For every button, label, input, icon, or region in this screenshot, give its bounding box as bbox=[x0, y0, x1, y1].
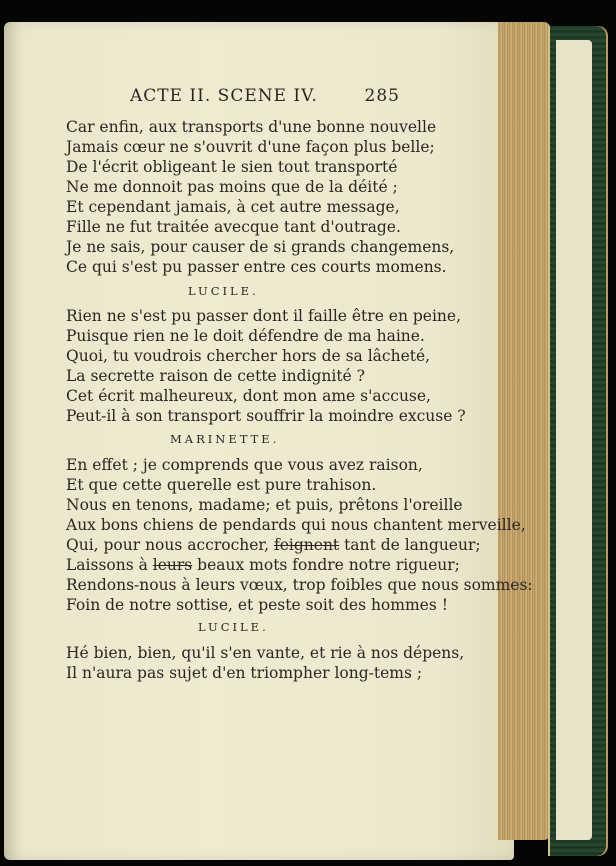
verse-line: Et cependant jamais, à cet autre message, bbox=[66, 198, 400, 216]
page-fore-edge bbox=[498, 22, 550, 840]
verse-line: Car enfin, aux transports d'une bonne nouvelle bbox=[66, 118, 437, 136]
verse-line: Aux bons chiens de pendards qui nous chantent merveille, bbox=[66, 516, 526, 534]
verse-text: Laissons à bbox=[66, 556, 153, 574]
page-number: 285 bbox=[364, 86, 400, 106]
verse-line: Puisque rien ne le doit défendre de ma haine. bbox=[66, 327, 425, 345]
verse-line: De l'écrit obligeant le sien tout transporté bbox=[66, 158, 398, 176]
verse-text: tant de langueur; bbox=[339, 536, 481, 554]
struck-word: feignent bbox=[274, 536, 340, 554]
verse-line: Rendons-nous à leurs vœux, trop foibles que nous sommes: bbox=[66, 576, 533, 594]
verse-line: Nous en tenons, madame; et puis, prêtons l'oreille bbox=[66, 496, 463, 514]
verse-line: Cet écrit malheureux, dont mon ame s'accuse, bbox=[66, 387, 431, 405]
verse-line: Rien ne s'est pu passer dont il faille être en peine, bbox=[66, 307, 462, 325]
verse-line: Et que cette querelle est pure trahison. bbox=[66, 476, 377, 494]
verse-line: Je ne sais, pour causer de si grands changemens, bbox=[66, 238, 455, 256]
verse-line: Il n'aura pas sujet d'en triompher long-tems ; bbox=[66, 664, 423, 682]
struck-word: leurs bbox=[152, 556, 193, 574]
speaker-name: LUCILE. bbox=[188, 284, 259, 298]
speaker-name: LUCILE. bbox=[198, 620, 269, 634]
verse-line: Quoi, tu voudrois chercher hors de sa lâcheté, bbox=[66, 347, 431, 365]
verse-line: Peut-il à son transport souffrir la moindre excuse ? bbox=[66, 407, 466, 425]
cover-endpaper bbox=[556, 40, 592, 840]
verse-line bbox=[66, 555, 460, 575]
verse-line: En effet ; je comprends que vous avez raison, bbox=[66, 456, 423, 474]
verse-text: beaux mots fondre notre rigueur; bbox=[192, 556, 460, 574]
speaker-name: MARINETTE. bbox=[170, 432, 280, 446]
verse-line: La secrette raison de cette indignité ? bbox=[66, 367, 365, 385]
verse-line: Foin de notre sottise, et peste soit des hommes ! bbox=[66, 596, 448, 614]
page-header bbox=[130, 86, 400, 110]
verse-line: Jamais cœur ne s'ouvrit d'une façon plus belle; bbox=[66, 138, 435, 156]
verse-line: Ne me donnoit pas moins que de la déité ; bbox=[66, 178, 398, 196]
verse-text: Qui, pour nous accrocher, bbox=[66, 536, 274, 554]
verse-line bbox=[66, 535, 481, 555]
verse-line: Ce qui s'est pu passer entre ces courts momens. bbox=[66, 258, 447, 276]
verse-line: Fille ne fut traitée avecque tant d'outrage. bbox=[66, 218, 401, 236]
verse-line: Hé bien, bien, qu'il s'en vante, et rie à nos dépens, bbox=[66, 644, 465, 662]
running-title: ACTE II. SCENE IV. bbox=[130, 86, 318, 106]
